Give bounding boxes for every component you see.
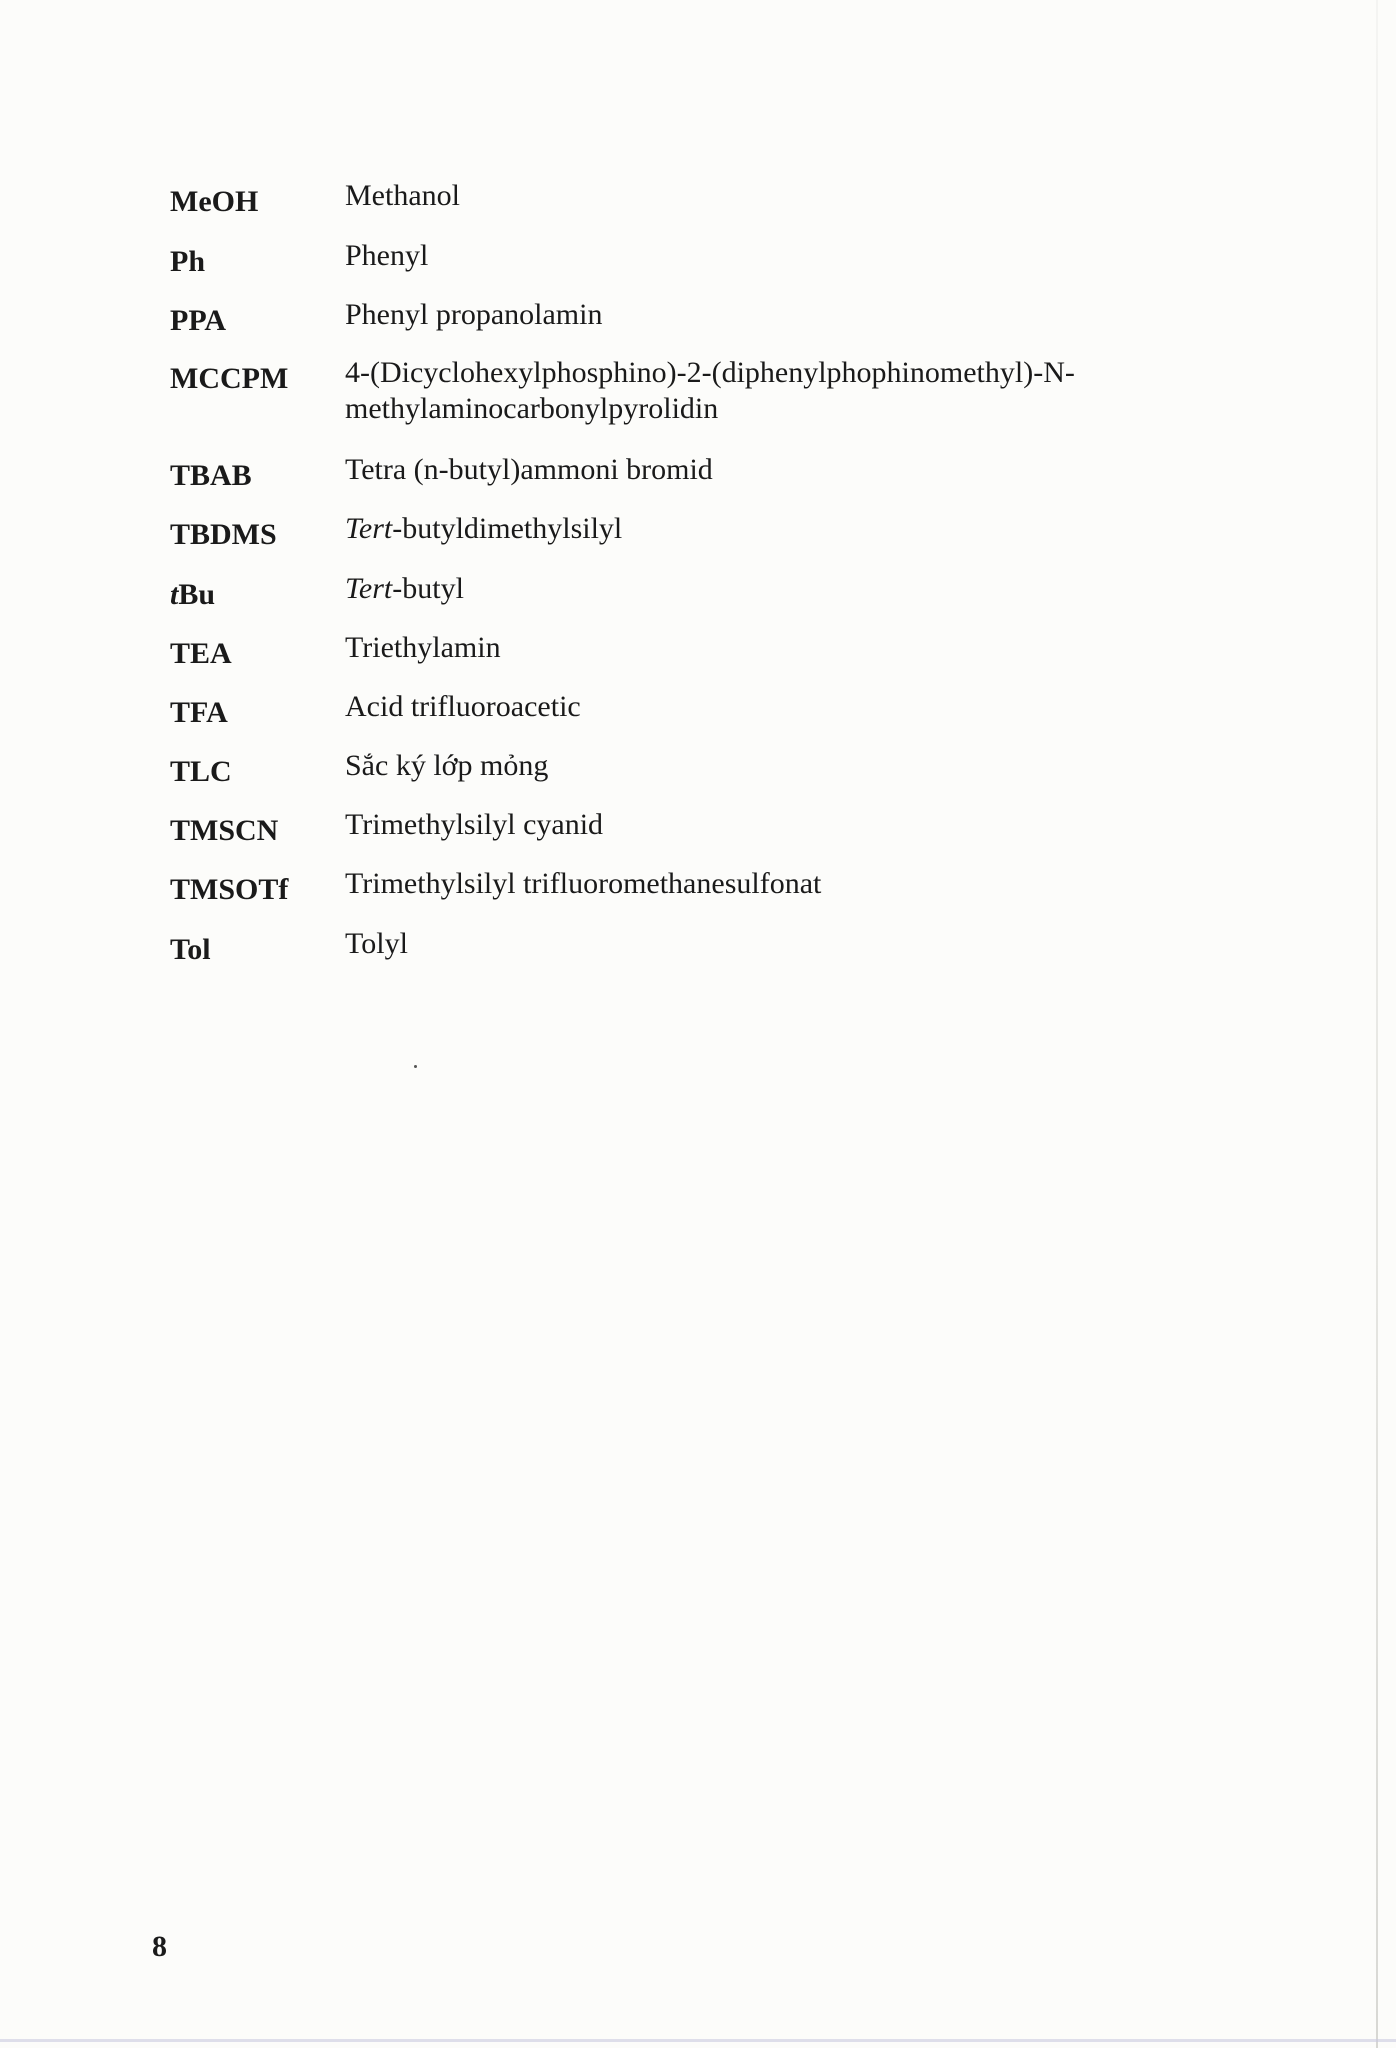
definition-suffix: -butyldimethylsilyl xyxy=(392,512,623,545)
italic-prefix: Tert xyxy=(345,572,393,605)
abbreviation-term: TEA xyxy=(170,637,232,670)
abbreviation-definition: Triethylamin xyxy=(345,631,501,664)
term-suffix: Bu xyxy=(178,578,216,611)
page-number: 8 xyxy=(152,1930,167,1963)
definition-suffix: -butyl xyxy=(392,572,464,605)
abbreviation-row-tmscn xyxy=(170,807,1170,866)
stray-dot xyxy=(414,1065,417,1068)
abbreviation-row-tbab xyxy=(170,452,1170,511)
abbreviation-row-tea xyxy=(170,630,1170,689)
abbreviation-row-meoh xyxy=(170,178,1170,238)
abbreviation-row-tol xyxy=(170,926,1170,985)
abbreviation-definition: Trimethylsilyl trifluoromethanesulfonat xyxy=(345,867,822,900)
abbreviation-row-tbdms xyxy=(170,511,1170,571)
abbreviation-list xyxy=(170,178,1170,985)
abbreviation-row-tfa xyxy=(170,689,1170,748)
abbreviation-term: TLC xyxy=(170,755,232,788)
abbreviation-term xyxy=(170,571,345,613)
abbreviation-term: TMSOTf xyxy=(170,873,289,906)
abbreviation-definition: Phenyl propanolamin xyxy=(345,298,603,331)
italic-prefix: t xyxy=(170,578,179,611)
abbreviation-definition: Methanol xyxy=(345,179,460,212)
abbreviation-term: Tol xyxy=(170,933,211,966)
abbreviation-definition: 4-(Dicyclohexylphosphino)-2-(diphenylphophinomethyl)-N-methylaminocarbonylpyrolidin xyxy=(345,356,1075,425)
abbreviation-definition: Tolyl xyxy=(345,927,408,960)
abbreviation-definition: Trimethylsilyl cyanid xyxy=(345,808,604,841)
abbreviation-term: TMSCN xyxy=(170,814,279,847)
abbreviation-definition xyxy=(345,511,1170,547)
abbreviation-term: MCCPM xyxy=(170,362,289,395)
italic-prefix: Tert xyxy=(345,512,393,545)
abbreviation-row-tbu xyxy=(170,571,1170,630)
abbreviation-definition: Sắc ký lớp mỏng xyxy=(345,749,549,782)
abbreviation-term: TBAB xyxy=(170,459,252,492)
abbreviation-row-ph xyxy=(170,238,1170,297)
abbreviation-row-tlc xyxy=(170,748,1170,807)
abbreviation-row-mccpm xyxy=(170,355,1170,452)
bottom-edge xyxy=(0,2039,1396,2042)
abbreviation-definition xyxy=(345,571,1170,607)
abbreviation-term: PPA xyxy=(170,304,227,337)
abbreviation-definition: Acid trifluoroacetic xyxy=(345,690,581,723)
page-edge xyxy=(1376,0,1378,2048)
abbreviation-term: TBDMS xyxy=(170,518,277,551)
abbreviation-row-ppa xyxy=(170,297,1170,355)
abbreviation-term: Ph xyxy=(170,245,206,278)
abbreviation-term: MeOH xyxy=(170,185,259,218)
abbreviation-term: TFA xyxy=(170,696,228,729)
abbreviation-definition: Phenyl xyxy=(345,239,429,272)
abbreviation-definition: Tetra (n-butyl)ammoni bromid xyxy=(345,453,713,486)
abbreviation-row-tmsotf xyxy=(170,866,1170,926)
